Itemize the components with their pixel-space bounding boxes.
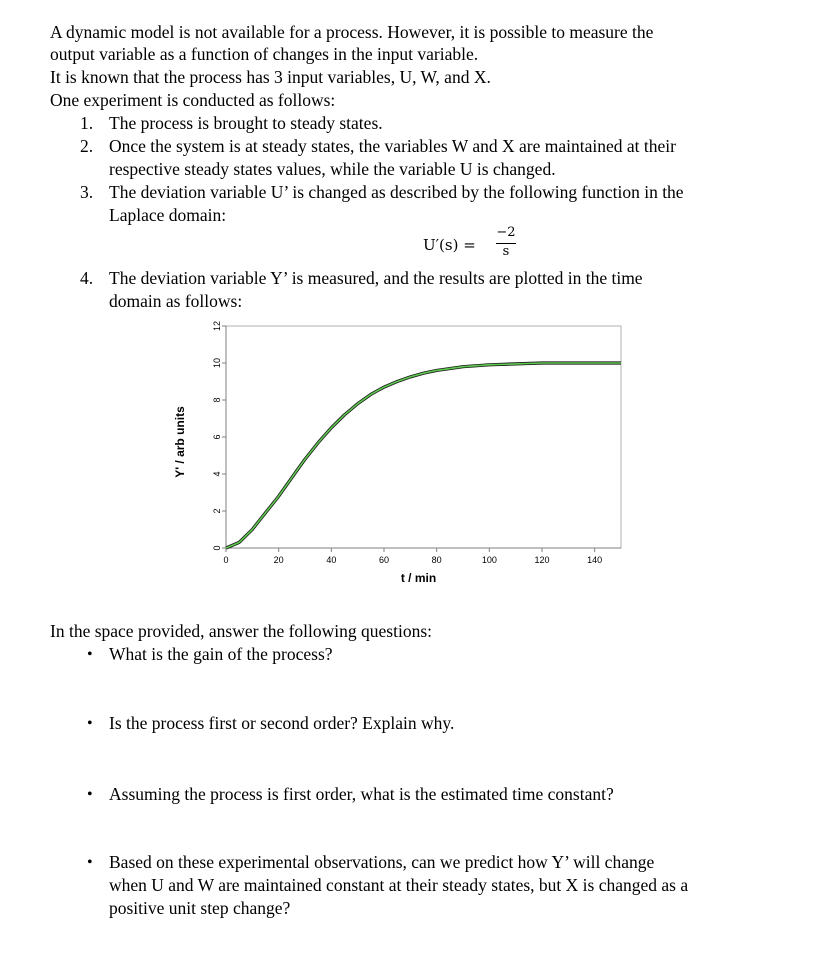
y-tick-label: 12 xyxy=(212,320,222,332)
step-1-text: The process is brought to steady states. xyxy=(109,113,383,133)
x-axis-label: t / min xyxy=(400,571,437,585)
x-tick-label: 20 xyxy=(273,555,284,565)
series-line-2 xyxy=(226,363,621,548)
step-1-number: 1. xyxy=(80,113,94,133)
intro-line-3: It is known that the process has 3 input variables, U, W, and X. xyxy=(50,67,491,87)
x-tick-label: 100 xyxy=(481,555,497,565)
intro-line-4: One experiment is conducted as follows: xyxy=(50,90,336,110)
x-tick-label: 120 xyxy=(534,555,550,565)
bullet-2: • xyxy=(87,715,93,732)
x-tick-label: 0 xyxy=(223,555,229,565)
plot-area-border xyxy=(226,326,621,548)
bullet-3: • xyxy=(87,786,93,803)
step-3-number: 3. xyxy=(80,182,94,202)
intro-line-2: output variable as a function of changes in the input variable. xyxy=(50,44,479,64)
x-tick-label: 40 xyxy=(326,555,337,565)
x-tick-label: 140 xyxy=(587,555,603,565)
series-line-1 xyxy=(226,363,621,548)
questions-intro: In the space provided, answer the following questions: xyxy=(50,621,432,641)
y-tick-label: 10 xyxy=(212,357,222,369)
bullet-4: • xyxy=(87,854,93,871)
intro-line-1: A dynamic model is not available for a process. However, it is possible to measure the xyxy=(50,22,654,42)
x-tick-label: 60 xyxy=(378,555,390,565)
bullet-1: • xyxy=(87,646,93,663)
x-tick-label: 80 xyxy=(431,555,442,565)
y-tick-label: 4 xyxy=(212,471,222,477)
y-tick-label: 8 xyxy=(212,397,222,403)
step-3-text-line-2: Laplace domain: xyxy=(109,205,227,225)
step-2-number: 2. xyxy=(80,136,94,156)
step-4-text-line-2: domain as follows: xyxy=(109,291,243,311)
response-chart xyxy=(160,312,640,597)
y-axis-label: Y' / arb units xyxy=(173,406,187,478)
step-4-text-line-1: The deviation variable Y’ is measured, and the results are plotted in the time xyxy=(109,268,643,288)
step-2-text-line-2: respective steady states values, while the variable U is changed. xyxy=(109,159,556,179)
step-4-number: 4. xyxy=(80,268,94,288)
step-2-text-line-1: Once the system is at steady states, the variables W and X are maintained at their xyxy=(109,136,676,156)
y-tick-label: 0 xyxy=(212,545,222,551)
equation-denominator: s xyxy=(502,244,510,259)
question-3: Assuming the process is first order, what is the estimated time constant? xyxy=(109,784,614,804)
y-tick-label: 2 xyxy=(212,508,222,514)
step-3-text-line-1: The deviation variable U’ is changed as described by the following function in the xyxy=(109,182,684,202)
equation-lhs: U′(s) = xyxy=(423,236,476,254)
y-tick-label: 6 xyxy=(212,434,222,440)
equation-numerator: −2 xyxy=(496,225,516,240)
question-1: What is the gain of the process? xyxy=(109,644,333,664)
question-4-line-1: Based on these experimental observations, can we predict how Y’ will change xyxy=(109,852,655,872)
question-4-line-3: positive unit step change? xyxy=(109,898,291,918)
question-4-line-2: when U and W are maintained constant at their steady states, but X is changed as a xyxy=(109,875,689,895)
question-2: Is the process first or second order? Explain why. xyxy=(109,713,455,733)
